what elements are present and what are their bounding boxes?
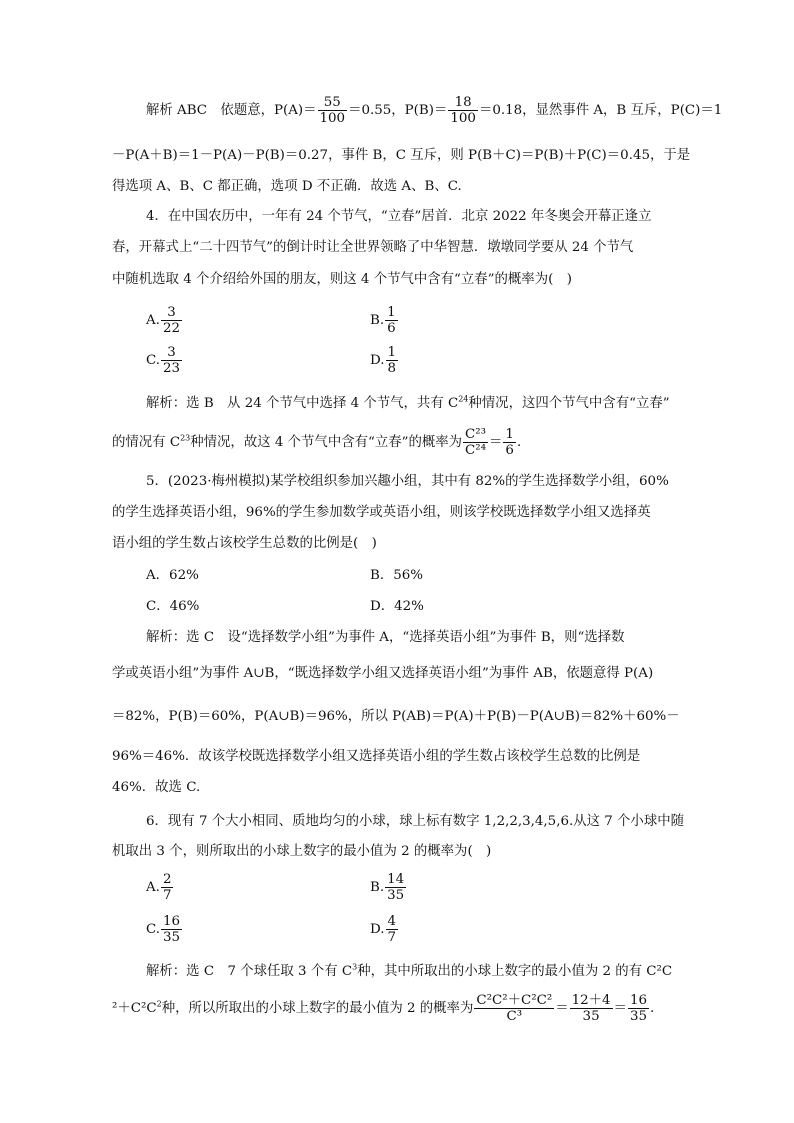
- option-6c: C. $\frac{16}{35}$: [146, 914, 181, 945]
- option-6b: B. $\frac{14}{35}$: [370, 872, 405, 903]
- solution-3-line-3: 得选项 A、B、C 都正确，选项 D 不正确．故选 A、B、C.: [112, 179, 462, 194]
- solution-4-line-2: 的情况有 $C^{23}$种情况，故这 4 个节气中含有“立春”的概率为 $\frac{\text{C²³}}{\text{C²⁴}}$ ＝ $\frac{1}{6}$ .: [112, 427, 522, 458]
- option-5c: C．46%: [146, 599, 200, 614]
- option-4a: A. $\frac{3}{22}$: [146, 305, 180, 336]
- option-5b: B．56%: [370, 568, 423, 583]
- solution-3-line-2: －P(A＋B)＝1－P(A)－P(B)＝0.27，事件 B，C 互斥，则 P(B＋C)＝P(B)＋P(C)＝0.45，于是: [112, 148, 691, 163]
- solution-5-line-4: 96%＝46%．故该学校既选择数学小组又选择英语小组的学生数占该校学生总数的比例是: [112, 749, 641, 764]
- solution-5-line-2: 学或英语小组”为事件 A∪B，“既选择数学小组又选择英语小组”为事件 AB，依题意得 P(A): [112, 666, 654, 681]
- option-5d: D．42%: [370, 599, 424, 614]
- solution-5-line-1: 解析：选 C 设“选择数学小组”为事件 A，“选择英语小组”为事件 B，则“选择数: [146, 630, 625, 645]
- question-4-line-1: 4．在中国农历中，一年有 24 个节气，“立春”居首．北京 2022 年冬奥会开幕正逢立: [146, 209, 652, 224]
- option-5a: A．62%: [146, 568, 199, 583]
- solution-5-line-5: 46%．故选 C.: [112, 780, 201, 795]
- question-4-line-2: 春，开幕式上“二十四节气”的倒计时让全世界领略了中华智慧．墩墩同学要从 24 个节气: [112, 240, 634, 255]
- question-5-line-2: 的学生选择英语小组，96%的学生参加数学或英语小组，则该学校既选择数学小组又选择英: [112, 505, 651, 520]
- question-5-line-3: 语小组的学生数占该校学生总数的比例是( ): [112, 536, 377, 551]
- solution-5-line-3: ＝82%，P(B)＝60%，P(A∪B)＝96%，所以 P(AB)＝P(A)＋P(B)－P(A∪B)＝82%＋60%－: [112, 709, 680, 724]
- option-4c: C. $\frac{3}{23}$: [146, 345, 181, 376]
- question-4-line-3: 中随机选取 4 个介绍给外国的朋友，则这 4 个节气中含有“立春”的概率为( ): [112, 272, 572, 287]
- solution-6-line-1: 解析：选 C 7 个球任取 3 个有 $C^3$种，其中所取出的小球上数字的最小值为 2 的有 C²C: [146, 962, 673, 979]
- solution-6-line-2: $^2+C^2C^2$种，所以所取出的小球上数字的最小值为 2 的概率为 $\frac{\text{C²C²＋C²C²}}{\text{C³}}$ ＝ $\frac{12+4}{35}$ ＝ $\frac{16}{35}$ .: [112, 993, 655, 1024]
- solution-3-line-1: 解析 ABC 依题意，P(A)＝ $\frac{55}{100}$ ＝0.55，P(B)＝ $\frac{18}{100}$ ＝0.18，显然事件 A，B 互斥，P(C)＝1: [146, 95, 723, 126]
- solution-4-line-1: 解析：选 B 从 24 个节气中选择 4 个节气，共有 $C^{24}$种情况，这四个节气中含有“立春”: [146, 394, 670, 411]
- option-6a: A. $\frac{2}{7}$: [146, 872, 172, 903]
- question-6-line-2: 机取出 3 个，则所取出的小球上数字的最小值为 2 的概率为( ): [112, 844, 492, 859]
- question-5-line-1: 5．(2023·梅州模拟)某学校组织参加兴趣小组，其中有 82%的学生选择数学小组，60%: [146, 474, 669, 489]
- option-6d: D. $\frac{4}{7}$: [370, 914, 397, 945]
- option-4b: B. $\frac{1}{6}$: [370, 305, 396, 336]
- option-4d: D. $\frac{1}{8}$: [370, 345, 397, 376]
- question-6-line-1: 6．现有 7 个大小相同、质地均匀的小球，球上标有数字 1,2,2,3,4,5,6.从这 7 个小球中随: [146, 814, 684, 829]
